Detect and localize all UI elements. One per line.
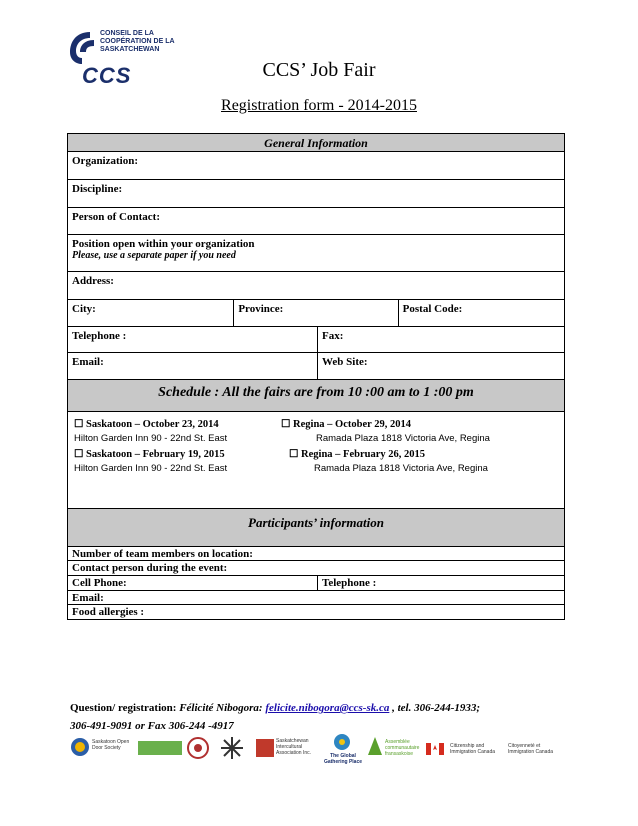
schedule-header: Schedule : All the fairs are from 10 :00 am to 1 :00 pm <box>68 379 564 411</box>
checkbox-icon[interactable]: ☐ <box>74 449 84 460</box>
sponsor-global-gathering: The Global Gathering Place <box>322 733 362 765</box>
team-row[interactable] <box>68 546 564 560</box>
cell-phone-label: Cell Phone: <box>72 577 127 589</box>
contact-line2: 306-491-9091 or Fax 306-244 -4917 <box>70 720 234 732</box>
checkbox-icon[interactable]: ☐ <box>74 419 84 430</box>
email-field[interactable] <box>68 353 317 379</box>
event-regina-feb[interactable]: ☐ Regina – February 26, 2015 <box>289 449 425 460</box>
telephone-row <box>68 326 564 352</box>
website-field[interactable] <box>317 353 564 379</box>
logo-org-name: CONSEIL DE LA COOPÉRATION DE LA SASKATCHEWAN <box>100 30 175 53</box>
discipline-label: Discipline: <box>72 183 123 195</box>
registration-form <box>67 133 565 620</box>
event-contact-label: Contact person during the event: <box>72 562 228 574</box>
city-field[interactable] <box>68 300 233 326</box>
sponsor-emblem-1 <box>186 733 212 765</box>
schedule-section <box>68 411 564 508</box>
sponsor-acf: Assemblée communautaire fransaskoise <box>366 733 416 765</box>
postal-label: Postal Code: <box>402 303 463 315</box>
website-label: Web Site: <box>322 356 368 368</box>
contact-tel: , tel. 306-244-1933; <box>392 702 481 714</box>
postal-field[interactable] <box>398 300 564 326</box>
contact-name: Félicité Nibogora: <box>179 702 263 714</box>
telephone-label: Telephone : <box>72 330 127 342</box>
participant-email-label: Email: <box>72 592 104 604</box>
position-label: Position open within your organization <box>72 238 255 250</box>
registration-contact <box>70 699 480 735</box>
page-title: CCS’ Job Fair <box>262 59 376 81</box>
general-info-header: General Information <box>68 134 564 151</box>
discipline-row[interactable] <box>68 179 564 207</box>
venue-regina-oct: Ramada Plaza 1818 Victoria Ave, Regina <box>316 433 490 444</box>
contact-email-link[interactable]: felicite.nibogora@ccs-sk.ca <box>265 702 390 714</box>
contact-row[interactable] <box>68 207 564 234</box>
organization-row[interactable] <box>68 151 564 179</box>
position-note: Please, use a separate paper if you need <box>72 250 236 261</box>
team-label: Number of team members on location: <box>72 548 253 560</box>
city-label: City: <box>72 303 96 315</box>
green-banner-icon <box>138 741 182 755</box>
sponsor-green-logo <box>138 733 182 765</box>
sponsor-saskatoon-open-door: Saskatoon Open Door Society <box>70 733 132 765</box>
venue-saskatoon-feb: Hilton Garden Inn 90 - 22nd St. East <box>74 463 228 474</box>
sponsor-logos <box>70 733 570 767</box>
page-subtitle: Registration form - 2014-2015 <box>221 97 417 114</box>
province-label: Province: <box>238 303 284 315</box>
sponsor-cic: Citizenship and Immigration Canada Citoyenneté et Immigration Canada <box>426 733 562 765</box>
event-saskatoon-oct[interactable]: ☐ Saskatoon – October 23, 2014 <box>74 419 219 430</box>
checkbox-icon[interactable]: ☐ <box>281 419 291 430</box>
emblem-icon <box>186 736 210 760</box>
fax-label: Fax: <box>322 330 344 342</box>
telephone-field[interactable] <box>68 327 317 352</box>
event-contact-row[interactable] <box>68 560 564 575</box>
sponsor-globe-icon <box>70 737 90 757</box>
city-row <box>68 299 564 326</box>
participants-header: Participants’ information <box>68 508 564 546</box>
contact-label: Person of Contact: <box>72 211 160 223</box>
cell-phone-row <box>68 575 564 590</box>
email-row <box>68 352 564 379</box>
position-row[interactable] <box>68 234 564 271</box>
venue-regina-feb: Ramada Plaza 1818 Victoria Ave, Regina <box>314 463 488 474</box>
fax-field[interactable] <box>317 327 564 352</box>
snowflake-icon <box>220 736 244 760</box>
participant-telephone-label: Telephone : <box>322 577 377 589</box>
event-saskatoon-feb[interactable]: ☐ Saskatoon – February 19, 2015 <box>74 449 225 460</box>
cell-phone-field[interactable] <box>68 576 317 590</box>
acf-icon <box>366 735 384 757</box>
event-regina-oct[interactable]: ☐ Regina – October 29, 2014 <box>281 419 411 430</box>
gathering-icon <box>332 733 352 751</box>
sponsor-sia: Saskatchewan Intercultural Association Inc. <box>256 733 326 765</box>
venue-saskatoon-oct: Hilton Garden Inn 90 - 22nd St. East <box>74 433 228 444</box>
sia-icon <box>256 739 274 757</box>
province-field[interactable] <box>233 300 397 326</box>
email-label: Email: <box>72 356 104 368</box>
logo-acronym: CCS <box>82 63 132 88</box>
participant-telephone-field[interactable] <box>317 576 564 590</box>
participant-email-row[interactable] <box>68 590 564 604</box>
canada-flag-icon <box>426 743 444 755</box>
question-label: Question/ registration: <box>70 702 177 714</box>
address-row[interactable] <box>68 271 564 299</box>
allergies-label: Food allergies : <box>72 606 145 618</box>
organization-label: Organization: <box>72 155 138 167</box>
sponsor-emblem-2 <box>220 733 246 765</box>
checkbox-icon[interactable]: ☐ <box>289 449 299 460</box>
address-label: Address: <box>72 275 114 287</box>
allergies-row[interactable] <box>68 604 564 619</box>
